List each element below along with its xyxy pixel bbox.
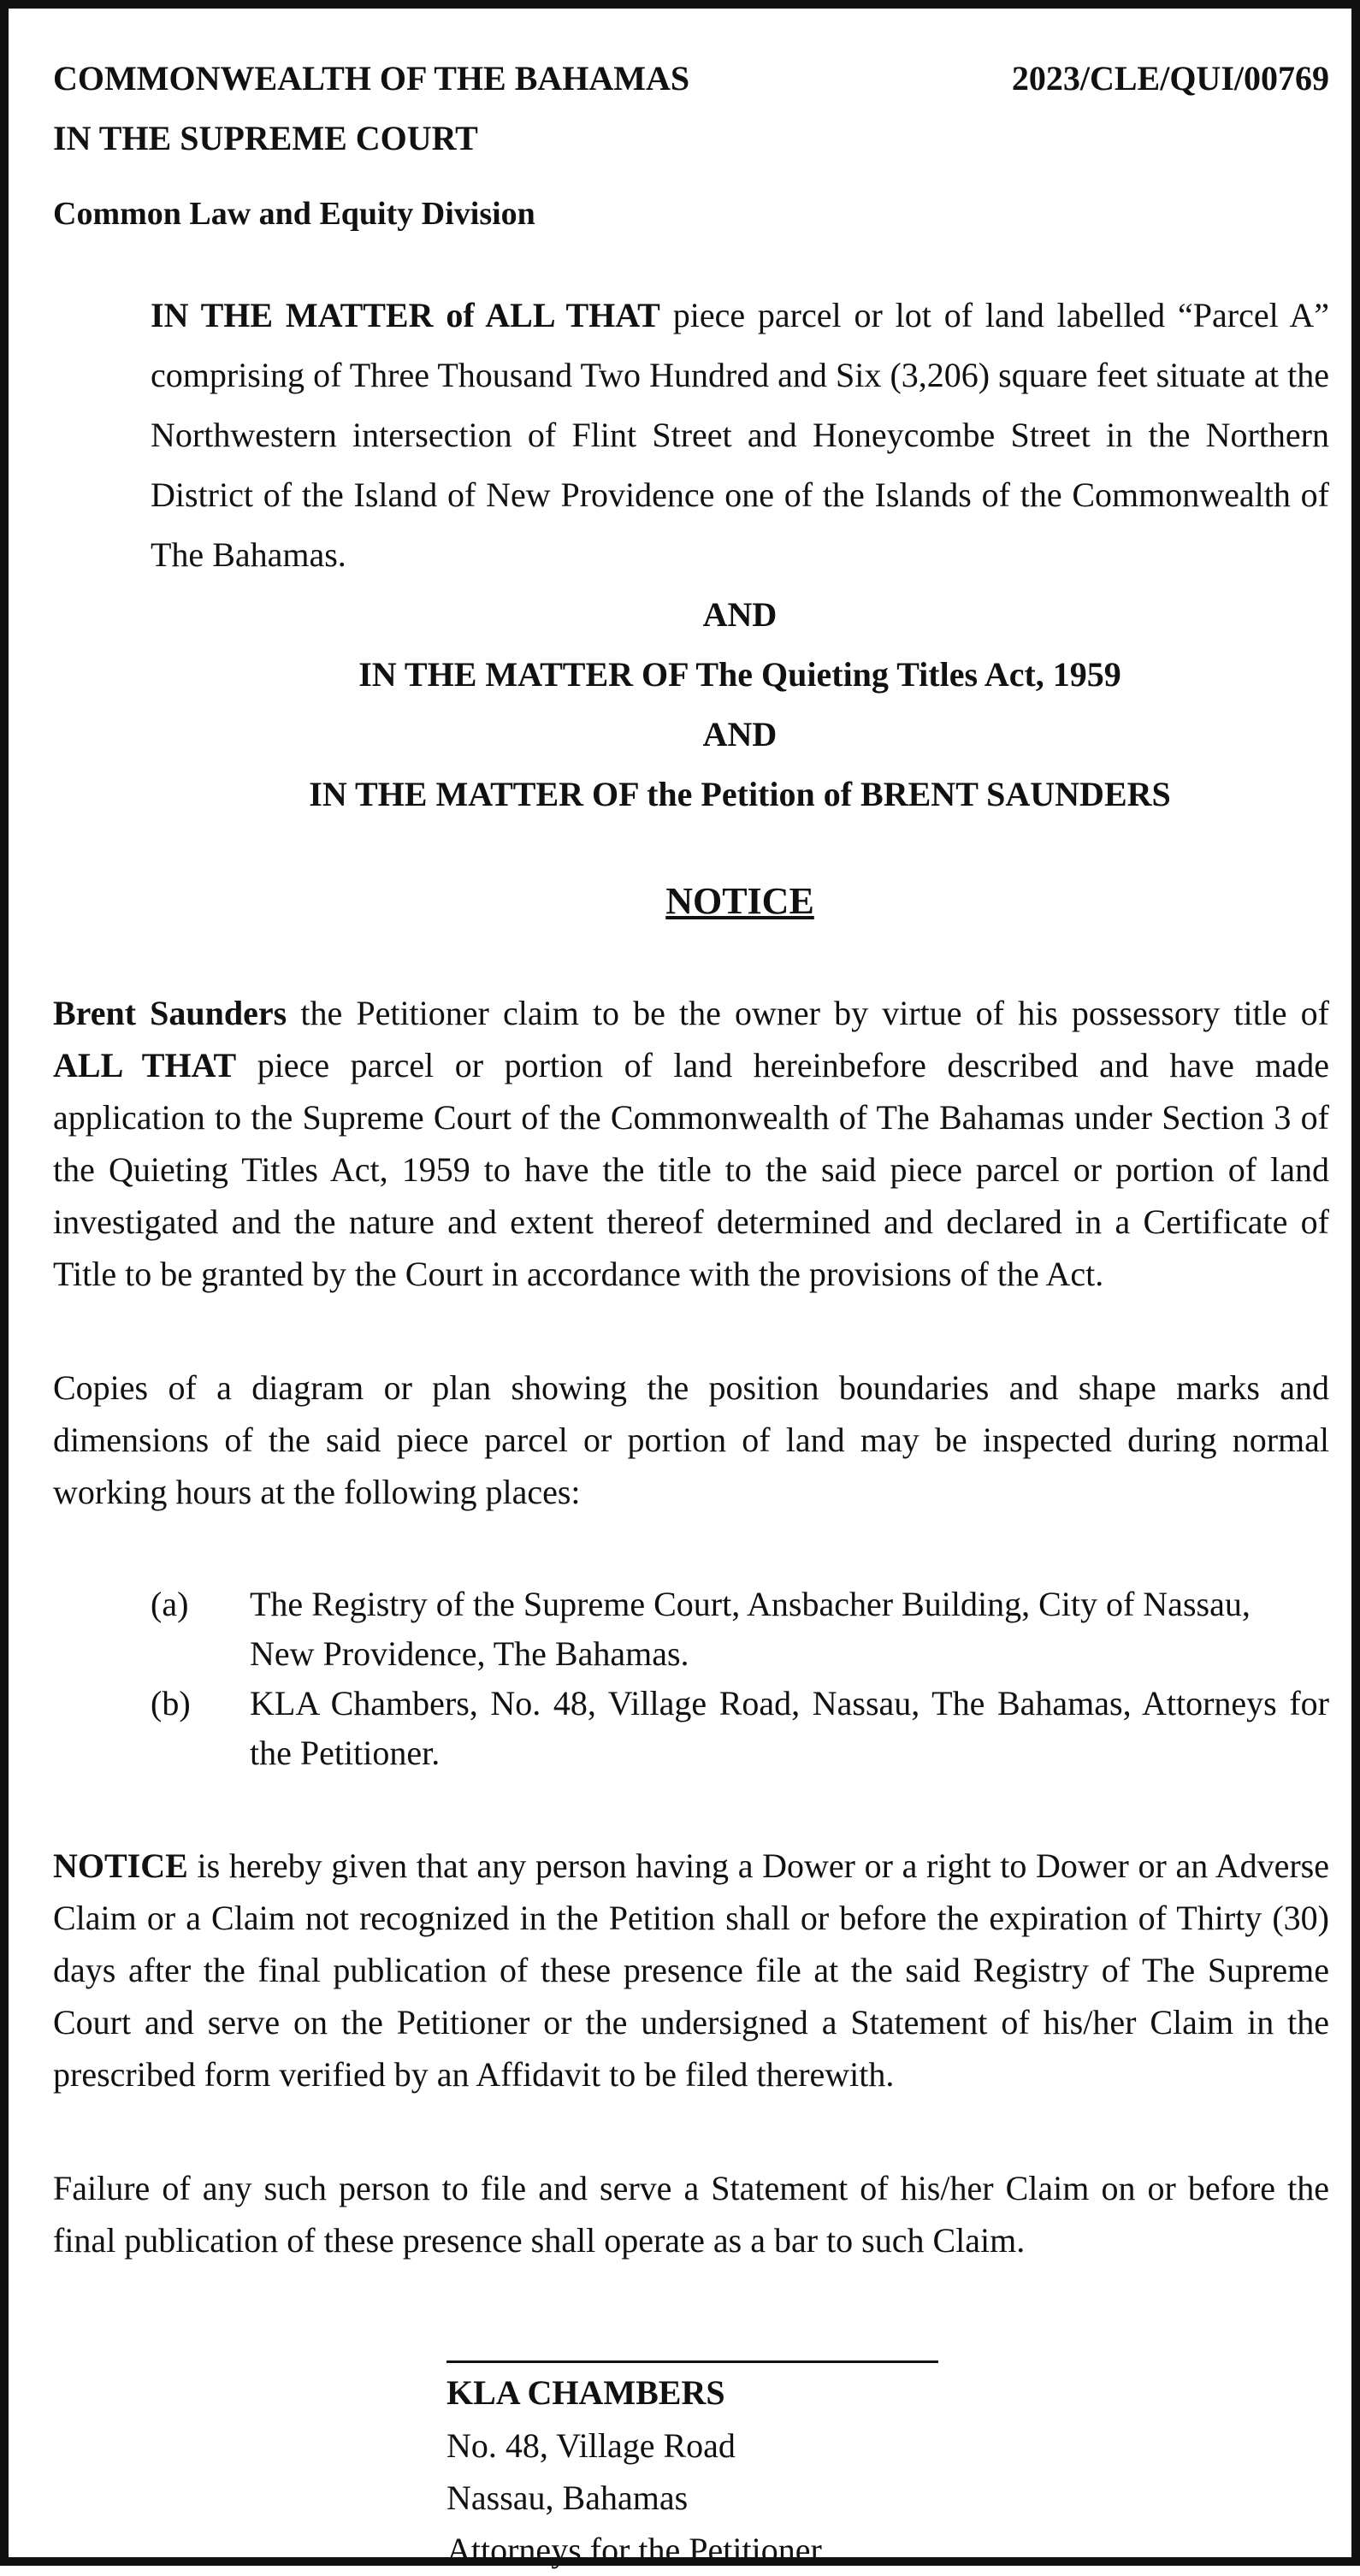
list-marker: (b) bbox=[151, 1684, 191, 1722]
address-line: Nassau, Bahamas bbox=[446, 2479, 689, 2517]
court-heading: IN THE SUPREME COURT bbox=[53, 119, 478, 157]
inspection-paragraph: Copies of a diagram or plan showing the position boundaries and shape marks and dimensions of the said piece parcel or portion of land may be inspected during normal working hours at the following places: bbox=[53, 1368, 1329, 1511]
matter-lead-bold: IN THE MATTER of ALL THAT bbox=[151, 296, 660, 334]
place-line: KLA Chambers, No. 48, Village Road, Nassau, The Bahamas, Attorneys for the Petitioner. bbox=[250, 1684, 1329, 1772]
matter-description bbox=[53, 286, 1329, 585]
notice-content bbox=[53, 56, 1329, 2576]
division-heading: Common Law and Equity Division bbox=[53, 196, 535, 232]
claim-notice-paragraph bbox=[53, 1840, 1329, 2100]
matter-lead-text: piece parcel or lot of land labelled “Parcel A” comprising of Three Thousand Two Hundred and Six (3,206) square feet situate at the Northwestern intersection of Flint Street and Honeycombe Street in the Northern District of the Island of New Providence one of the Islands of the Commonwealth of The Bahamas. bbox=[151, 296, 1329, 574]
list-item bbox=[53, 1580, 1329, 1679]
list-item bbox=[53, 1679, 1329, 1778]
act-matter-line: IN THE MATTER OF The Quieting Titles Act, 1959 bbox=[358, 655, 1121, 694]
address-line: No. 48, Village Road bbox=[446, 2426, 736, 2465]
claim-notice-text: is hereby given that any person having a Dower or a right to Dower or an Adverse Claim or a Claim not recognized in the Petition shall or before the expiration of Thirty (30) days after the final publication of these presence file at the said Registry of The Supreme Court and serve on the Petitioner or the undersigned a Statement of his/her Claim in the prescribed form verified by an Affidavit to be filed therewith. bbox=[53, 1846, 1329, 2094]
case-number: 2023/CLE/QUI/00769 bbox=[1011, 59, 1329, 97]
signature-line bbox=[446, 2360, 938, 2363]
claim-text-2: piece parcel or portion of land hereinbefore described and have made application to the Supreme Court of the Commonwealth of The Bahamas under Section 3 of the Quieting Titles Act, 1959 to have the title to the said piece parcel or portion of land investigated and the nature and extent thereof determined and declared in a Certificate of Title to be granted by the Court in accordance with the provisions of the Act. bbox=[53, 1046, 1329, 1293]
jurisdiction-heading: COMMONWEALTH OF THE BAHAMAS bbox=[53, 59, 690, 97]
place-line: The Registry of the Supreme Court, Ansbacher Building, City of Nassau, bbox=[250, 1585, 1251, 1623]
notice-title: NOTICE bbox=[665, 880, 814, 922]
failure-paragraph: Failure of any such person to file and serve a Statement of his/her Claim on or before the final publication of these presence shall operate as a bar to such Claim. bbox=[53, 2169, 1329, 2260]
petitioner-claim-paragraph bbox=[53, 987, 1329, 1300]
petitioner-name: Brent Saunders bbox=[53, 994, 287, 1032]
and-separator-1: AND bbox=[702, 595, 778, 634]
notice-body bbox=[53, 987, 1329, 2266]
petition-matter-line: IN THE MATTER OF the Petition of BRENT SAUNDERS bbox=[309, 775, 1171, 813]
notice-bold: NOTICE bbox=[53, 1846, 188, 1885]
all-that-bold: ALL THAT bbox=[53, 1046, 237, 1084]
and-separator-2: AND bbox=[702, 715, 778, 753]
firm-name: KLA CHAMBERS bbox=[446, 2373, 725, 2412]
place-line: New Providence, The Bahamas. bbox=[250, 1634, 689, 1673]
inspection-places-list bbox=[53, 1580, 1329, 1778]
claim-text-1: the Petitioner claim to be the owner by virtue of his possessory title of bbox=[287, 994, 1330, 1032]
attorney-role: Attorneys for the Petitioner bbox=[446, 2531, 822, 2569]
list-marker: (a) bbox=[151, 1585, 189, 1623]
signature-block bbox=[446, 2360, 943, 2576]
header-row bbox=[53, 56, 1329, 116]
